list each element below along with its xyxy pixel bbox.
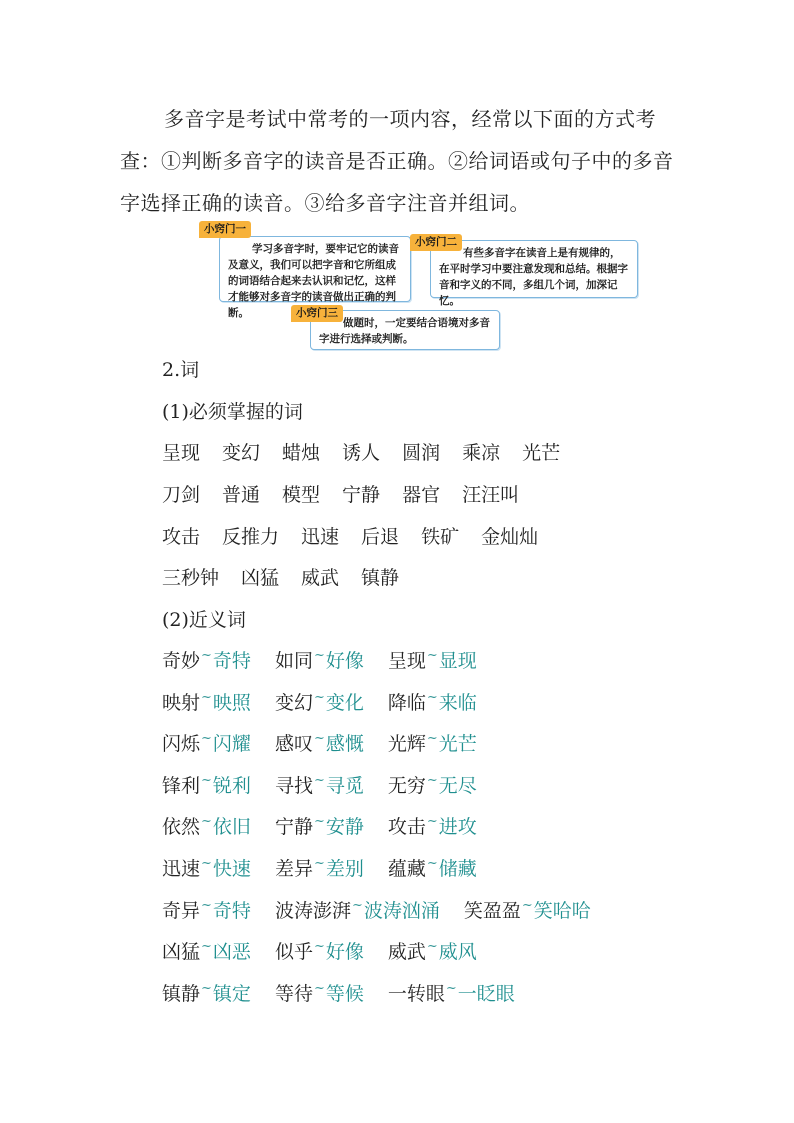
tilde-mark: ~ (313, 648, 325, 663)
synonym-answer: 来临 (438, 691, 477, 714)
synonym-pair (275, 771, 364, 798)
synonym-answer: 好像 (325, 650, 364, 672)
word-row (162, 563, 421, 590)
synonym-word: 感叹 (274, 733, 313, 756)
synonym-answer: 镇定 (212, 982, 251, 1005)
synonym-word: 变幻 (274, 691, 313, 714)
synonym-row (162, 937, 501, 964)
synonym-answer: 波涛汹涌 (363, 899, 440, 922)
synonym-pair (388, 688, 477, 715)
tilde-mark: ~ (201, 939, 212, 955)
synonym-row (162, 854, 501, 881)
synonym-answer: 无尽 (438, 774, 477, 797)
synonym-word: 差异 (274, 858, 313, 880)
synonym-word: 等待 (274, 982, 313, 1005)
word-item: 镇静 (361, 567, 400, 589)
synonym-word: 一转眼 (387, 982, 445, 1005)
tilde-mark: ~ (313, 980, 325, 996)
tilde-mark: ~ (201, 856, 212, 871)
word-item: 模型 (282, 484, 321, 506)
synonym-answer: 奇特 (212, 650, 251, 672)
word-item: 凶猛 (241, 567, 280, 589)
tip-tag-2: 小窍门二 (410, 234, 462, 251)
synonym-pair (388, 979, 515, 1006)
synonym-pair (162, 937, 251, 964)
synonym-pair (162, 979, 251, 1006)
tilde-mark: ~ (426, 772, 438, 788)
synonym-word: 蕴藏 (387, 858, 426, 880)
tilde-mark: ~ (426, 814, 438, 830)
synonym-pair (162, 854, 251, 881)
word-item: 呈现 (162, 442, 201, 464)
word-item: 威武 (301, 567, 340, 589)
word-item: 诱人 (342, 442, 381, 464)
synonym-answer: 映照 (212, 691, 251, 714)
word-item: 光芒 (522, 442, 561, 464)
word-item: 圆润 (402, 442, 441, 464)
tilde-mark: ~ (201, 980, 212, 996)
synonym-answer: 光芒 (438, 733, 477, 756)
synonym-row (162, 688, 501, 715)
synonym-word: 笑盈盈 (463, 899, 521, 922)
tip-tag-1: 小窍门一 (199, 221, 251, 238)
word-item: 金灿灿 (481, 526, 539, 548)
synonym-pair (162, 688, 251, 715)
synonym-word: 奇妙 (162, 650, 201, 672)
tilde-mark: ~ (313, 689, 325, 705)
synonym-row (162, 646, 501, 673)
synonym-answer: 依旧 (212, 816, 251, 839)
section-heading: 2.词 (162, 359, 200, 381)
word-item: 汪汪叫 (462, 484, 520, 506)
synonym-pair (388, 771, 477, 798)
word-item: 器官 (402, 484, 441, 506)
synonym-pair (388, 937, 477, 964)
synonym-answer: 锐利 (212, 774, 251, 797)
synonym-pair (275, 729, 364, 756)
synonym-pair (388, 812, 477, 839)
word-item: 后退 (361, 526, 400, 548)
synonym-word: 依然 (162, 816, 201, 839)
word-item: 乘凉 (462, 442, 501, 464)
word-row (162, 438, 582, 465)
synonym-pair (275, 646, 364, 673)
synonym-answer: 好像 (325, 941, 364, 964)
synonym-answer: 安静 (325, 816, 364, 839)
intro-paragraph: 多音字是考试中常考的一项内容，经常以下面的方式考查：①判断多音字的读音是否正确。②给词语或句子中的多音字选择正确的读音。③给多音字注音并组词。 (120, 107, 674, 215)
synonym-answer: 显现 (438, 650, 477, 672)
synonym-row (162, 729, 501, 756)
word-item: 反推力 (222, 526, 280, 548)
synonym-word: 镇静 (162, 982, 201, 1005)
synonym-pair (388, 854, 477, 881)
synonym-answer: 储藏 (438, 858, 477, 880)
synonym-pair (388, 646, 477, 673)
word-row (162, 480, 541, 507)
synonym-word: 映射 (162, 691, 201, 714)
tip-text-3: 做题时，一定要结合语境对多音字进行选择或判断。 (319, 317, 490, 345)
synonym-answer: 威风 (438, 941, 477, 964)
word-item: 攻击 (162, 526, 201, 548)
tilde-mark: ~ (313, 939, 325, 955)
tilde-mark: ~ (426, 689, 438, 705)
synonym-answer: 快速 (212, 858, 251, 880)
must-words-title: (1)必须掌握的词 (162, 401, 303, 423)
synonym-answer: 凶恶 (212, 941, 251, 964)
synonym-pair (275, 812, 364, 839)
synonym-row (162, 771, 501, 798)
synonym-answer: 进攻 (438, 816, 477, 839)
synonym-answer: 寻觅 (325, 774, 364, 797)
tilde-mark: ~ (313, 856, 325, 871)
tilde-mark: ~ (313, 814, 325, 830)
synonym-pair (162, 812, 251, 839)
word-item: 铁矿 (421, 526, 460, 548)
synonym-row (162, 979, 539, 1006)
synonym-pair (162, 729, 251, 756)
synonym-answer: 差别 (325, 858, 364, 880)
tilde-mark: ~ (201, 731, 212, 747)
synonym-word: 奇异 (162, 899, 201, 922)
synonym-word: 锋利 (162, 774, 201, 797)
synonym-pair (275, 979, 364, 1006)
synonym-word: 光辉 (387, 733, 426, 756)
synonym-word: 凶猛 (162, 941, 201, 964)
synonym-answer: 等候 (325, 982, 364, 1005)
tilde-mark: ~ (313, 772, 325, 788)
synonym-word: 闪烁 (162, 733, 201, 756)
tip-text-2: 有些多音字在读音上是有规律的，在平时学习中要注意发现和总结。根据字音和字义的不同，多组几个词，加深记忆。 (439, 247, 628, 307)
tilde-mark: ~ (521, 897, 533, 913)
synonym-pair (464, 896, 591, 923)
tilde-mark: ~ (313, 731, 325, 747)
word-item: 普通 (222, 484, 261, 506)
tilde-mark: ~ (201, 814, 212, 830)
synonym-word: 降临 (387, 691, 426, 714)
synonym-answer: 笑哈哈 (533, 899, 591, 922)
synonym-pair (162, 771, 251, 798)
synonym-answer: 闪耀 (212, 733, 251, 756)
synonym-word: 如同 (274, 650, 313, 672)
synonym-word: 波涛澎湃 (274, 899, 351, 922)
word-item: 迅速 (301, 526, 340, 548)
tilde-mark: ~ (426, 648, 438, 663)
word-item: 刀剑 (162, 484, 201, 506)
tilde-mark: ~ (351, 897, 363, 913)
synonym-answer: 奇特 (212, 899, 251, 922)
synonym-word: 威武 (387, 941, 426, 964)
synonym-word: 似乎 (274, 941, 313, 964)
tilde-mark: ~ (445, 980, 457, 996)
word-item: 蜡烛 (282, 442, 321, 464)
tilde-mark: ~ (201, 897, 212, 913)
synonym-pair (162, 646, 251, 673)
synonym-word: 无穷 (387, 774, 426, 797)
synonym-pair (388, 729, 477, 756)
synonym-word: 攻击 (387, 816, 426, 839)
synonym-pair (275, 688, 364, 715)
word-item: 变幻 (222, 442, 261, 464)
tilde-mark: ~ (426, 939, 438, 955)
synonym-word: 寻找 (274, 774, 313, 797)
tip-text-1: 学习多音字时，要牢记它的读音及意义，我们可以把字音和它所组成的词语结合起来去认识和记忆，这样才能够对多音字的读音做出正确的判断。 (228, 243, 399, 319)
synonym-word: 呈现 (387, 650, 426, 672)
synonym-row (162, 896, 615, 923)
synonyms-title: (2)近义词 (162, 609, 246, 631)
word-item: 宁静 (342, 484, 381, 506)
tilde-mark: ~ (201, 689, 212, 705)
synonym-row (162, 812, 501, 839)
synonym-word: 迅速 (162, 858, 201, 880)
synonym-word: 宁静 (274, 816, 313, 839)
synonym-pair (275, 937, 364, 964)
tip-tag-3: 小窍门三 (291, 305, 343, 322)
synonym-answer: 感慨 (325, 733, 364, 756)
word-row (162, 522, 560, 549)
tilde-mark: ~ (201, 772, 212, 788)
synonym-answer: 一眨眼 (457, 982, 515, 1005)
word-item: 三秒钟 (162, 567, 220, 589)
tilde-mark: ~ (426, 731, 438, 747)
synonym-pair (275, 854, 364, 881)
synonym-answer: 变化 (325, 691, 364, 714)
tilde-mark: ~ (426, 856, 438, 871)
tilde-mark: ~ (201, 648, 212, 663)
synonym-pair (275, 896, 440, 923)
synonym-pair (162, 896, 251, 923)
